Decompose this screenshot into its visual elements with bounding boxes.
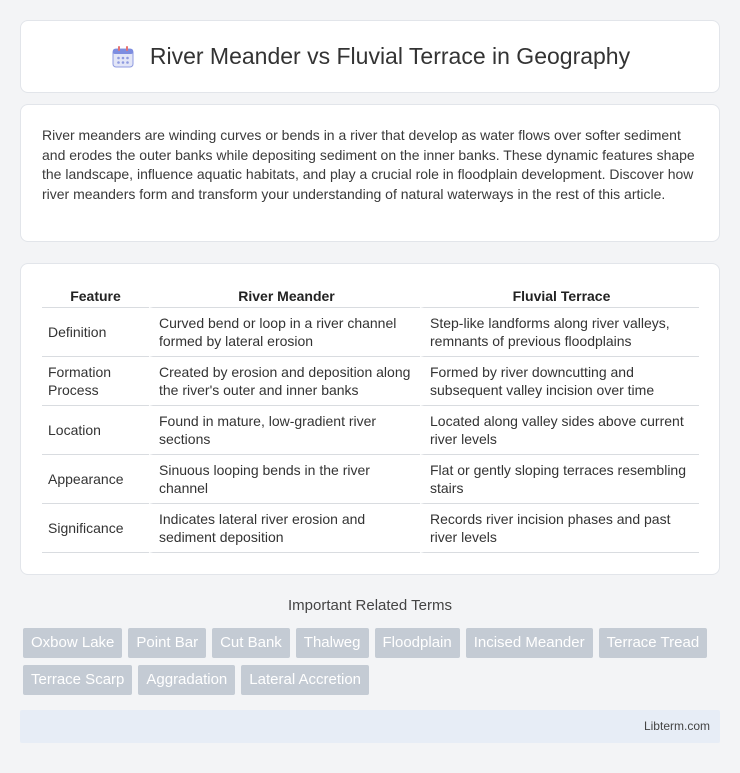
header-river-meander: River Meander [149,286,420,308]
row-feature: Location [42,406,149,455]
table-row [42,357,699,406]
row-meander: Created by erosion and deposition along the river's outer and inner banks [149,357,420,406]
row-terrace: Records river incision phases and past river levels [420,504,699,553]
tag-floodplain[interactable]: Floodplain [375,628,460,658]
footer-brand-link[interactable]: Libterm.com [643,719,710,733]
header-feature: Feature [42,286,149,308]
table-row [42,504,699,553]
row-feature: Definition [42,308,149,357]
row-terrace: Located along valley sides above current river levels [420,406,699,455]
intro-text: River meanders are winding curves or bends in a river that develop as water flows over softer sediment and erodes the outer banks while depositing sediment on the inner banks. These dynamic features shape the landscape, influence aquatic habitats, and play a crucial role in floodplain development. Discover how river meanders form and transform your understanding of natural waterways in the rest of this article. [42,127,695,202]
table-header-row [42,286,699,308]
tag-lateral-accretion[interactable]: Lateral Accretion [241,665,369,695]
tag-cut-bank[interactable]: Cut Bank [212,628,290,658]
page-title: River Meander vs Fluvial Terrace in Geography [149,43,631,69]
tag-oxbow-lake[interactable]: Oxbow Lake [23,628,122,658]
comparison-table [42,286,699,553]
row-terrace: Step-like landforms along river valleys, remnants of previous floodplains [420,308,699,357]
footer [20,710,720,743]
row-feature: Formation Process [42,357,149,406]
tag-thalweg[interactable]: Thalweg [296,628,369,658]
tag-terrace-scarp[interactable]: Terrace Scarp [23,665,132,695]
header-fluvial-terrace: Fluvial Terrace [420,286,699,308]
table-row [42,308,699,357]
tag-point-bar[interactable]: Point Bar [128,628,206,658]
related-terms-title: Important Related Terms [288,597,452,614]
row-meander: Curved bend or loop in a river channel formed by lateral erosion [149,308,420,357]
row-feature: Appearance [42,455,149,504]
row-terrace: Flat or gently sloping terraces resembling stairs [420,455,699,504]
tag-incised-meander[interactable]: Incised Meander [466,628,593,658]
tag-terrace-tread[interactable]: Terrace Tread [599,628,708,658]
tag-aggradation[interactable]: Aggradation [138,665,235,695]
row-meander: Sinuous looping bends in the river channel [149,455,420,504]
calendar-icon [110,44,136,70]
table-row [42,406,699,455]
row-feature: Significance [42,504,149,553]
row-meander: Found in mature, low-gradient river sections [149,406,420,455]
table-row [42,455,699,504]
row-meander: Indicates lateral river erosion and sediment deposition [149,504,420,553]
row-terrace: Formed by river downcutting and subsequent valley incision over time [420,357,699,406]
title-card [20,20,720,93]
comparison-card [20,263,720,575]
intro-card [20,104,720,242]
related-terms-list [23,628,723,695]
